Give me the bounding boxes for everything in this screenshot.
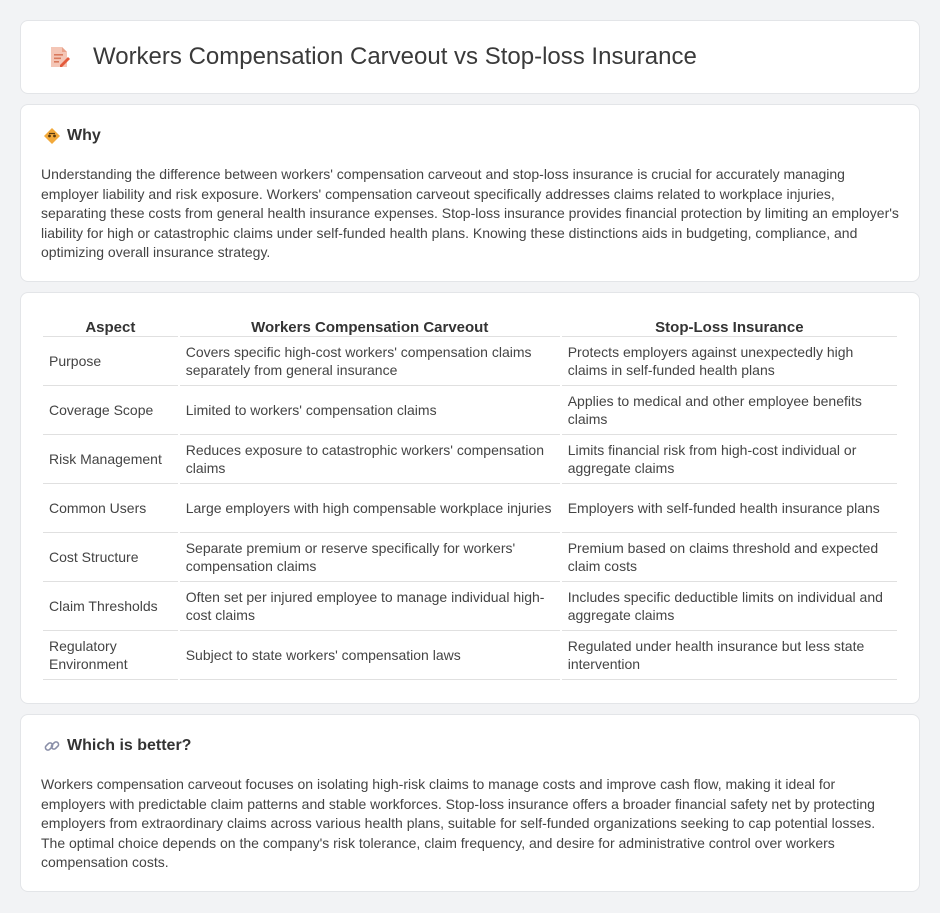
table-cell-aspect: Cost Structure	[43, 533, 178, 582]
comparison-table	[41, 315, 899, 680]
which-is-better-heading: Which is better?	[67, 737, 192, 754]
why-heading: Why	[67, 127, 101, 144]
table-cell-stop-loss: Applies to medical and other employee benefits claims	[562, 386, 897, 435]
header-aspect: Aspect	[43, 315, 178, 337]
table-cell-carveout: Reduces exposure to catastrophic workers' compensation claims	[180, 435, 560, 484]
header-carveout: Workers Compensation Carveout	[180, 315, 560, 337]
table-cell-carveout: Separate premium or reserve specifically for workers' compensation claims	[180, 533, 560, 582]
page-title: Workers Compensation Carveout vs Stop-loss Insurance	[93, 43, 697, 70]
table-row	[43, 533, 897, 582]
table-row	[43, 484, 897, 533]
comparison-table-card	[20, 292, 920, 704]
table-cell-aspect: Claim Thresholds	[43, 582, 178, 631]
table-cell-stop-loss: Protects employers against unexpectedly high claims in self-funded health plans	[562, 337, 897, 386]
table-row	[43, 435, 897, 484]
table-cell-stop-loss: Regulated under health insurance but less state intervention	[562, 631, 897, 680]
table-row	[43, 631, 897, 680]
which-is-better-section	[20, 714, 920, 892]
header-stop-loss: Stop-Loss Insurance	[562, 315, 897, 337]
which-is-better-text: Workers compensation carveout focuses on isolating high-risk claims to manage costs and improve cash flow, making it ideal for employers with predictable claim patterns and stable workforces. Stop-loss insurance offers a broader financial safety net by protecting employers from extraordinary claims across various health plans, suitable for self-funded organizations seeking to cap potential losses. The optimal choice depends on the company's risk tolerance, claim frequency, and desire for administrative control over workers compensation costs.	[41, 776, 876, 871]
table-row	[43, 582, 897, 631]
table-cell-carveout: Large employers with high compensable workplace injuries	[180, 484, 560, 533]
why-section	[20, 104, 920, 282]
link-icon	[43, 737, 61, 755]
table-row	[43, 386, 897, 435]
table-cell-stop-loss: Limits financial risk from high-cost individual or aggregate claims	[562, 435, 897, 484]
document-edit-icon	[47, 45, 71, 69]
table-cell-stop-loss: Premium based on claims threshold and expected claim costs	[562, 533, 897, 582]
table-cell-aspect: Purpose	[43, 337, 178, 386]
table-cell-aspect: Coverage Scope	[43, 386, 178, 435]
table-cell-stop-loss: Employers with self-funded health insurance plans	[562, 484, 897, 533]
title-card	[20, 20, 920, 94]
table-cell-aspect: Risk Management	[43, 435, 178, 484]
diamond-warning-icon	[43, 127, 61, 145]
table-cell-carveout: Subject to state workers' compensation laws	[180, 631, 560, 680]
table-cell-aspect: Common Users	[43, 484, 178, 533]
table-cell-carveout: Often set per injured employee to manage individual high-cost claims	[180, 582, 560, 631]
why-text: Understanding the difference between workers' compensation carveout and stop-loss insurance is crucial for accurately managing employer liability and risk exposure. Workers' compensation carveout specifically addresses claims related to workplace injuries, separating these costs from general health insurance expenses. Stop-loss insurance provides financial protection by limiting an employer's liability for high or catastrophic claims under self-funded health plans. Knowing these distinctions aids in budgeting, compliance, and optimizing overall insurance strategy.	[41, 166, 899, 261]
table-cell-aspect: Regulatory Environment	[43, 631, 178, 680]
table-cell-carveout: Covers specific high-cost workers' compensation claims separately from general insurance	[180, 337, 560, 386]
table-cell-carveout: Limited to workers' compensation claims	[180, 386, 560, 435]
table-row	[43, 337, 897, 386]
table-cell-stop-loss: Includes specific deductible limits on individual and aggregate claims	[562, 582, 897, 631]
table-header-row	[43, 315, 897, 337]
